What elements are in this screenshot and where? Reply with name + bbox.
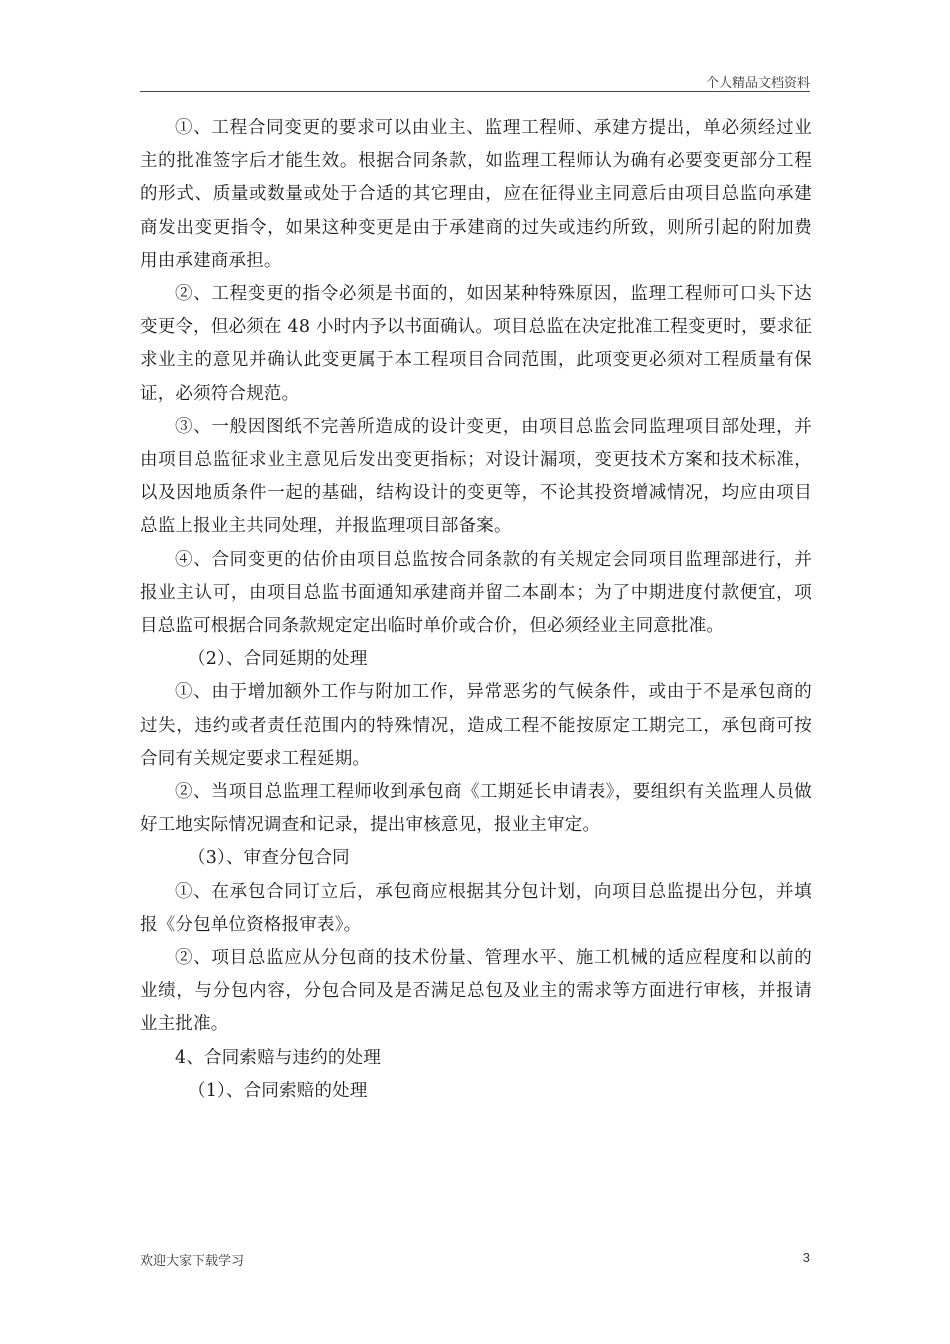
section-heading-extension: （2）、合同延期的处理: [188, 649, 368, 670]
header-divider: [140, 91, 810, 92]
section-heading-claims-handling: （1）、合同索赔的处理: [188, 1080, 368, 1101]
paragraph-subcontract-review: ②、项目总监应从分包商的技术份量、管理水平、施工机械的适应程度和以前的业绩，与分包内容，分包合同及是否满足总包及业主的需求等方面进行审核，并报请业主批准。: [140, 948, 812, 1035]
page-footer-text: 欢迎大家下载学习: [140, 1254, 245, 1269]
paragraph-valuation: ④、合同变更的估价由项目总监按合同条款的有关规定会同项目监理部进行，并报业主认可，由项目总监书面通知承建商并留二本副本；为了中期进度付款便宜，项目总监可根据合同条款规定定出临时单价或合价，但必须经业主同意批准。: [140, 549, 812, 637]
document-body: [140, 112, 812, 1108]
paragraph-extension-causes: ①、由于增加额外工作与附加工作，异常恶劣的气候条件，或由于不是承包商的过失，违约或者责任范围内的特殊情况，造成工程不能按原定工期完工，承包商可按合同有关规定要求工程延期。: [140, 682, 812, 769]
paragraph-subcontract-plan: ①、在承包合同订立后，承包商应根据其分包计划，向项目总监提出分包，并填报《分包单位资格报审表》。: [140, 881, 812, 935]
paragraph-extension-review: ②、当项目总监理工程师收到承包商《工期延长申请表》，要组织有关监理人员做好工地实际情况调查和记录，提出审核意见，报业主审定。: [140, 782, 812, 836]
section-heading-claims: 4、合同索赔与违约的处理: [175, 1047, 382, 1068]
page-number: 3: [802, 1250, 810, 1265]
paragraph-change-request: ①、工程合同变更的要求可以由业主、监理工程师、承建方提出，单必须经过业主的批准签字后才能生效。根据合同条款，如监理工程师认为确有必要变更部分工程的形式、质量或数量或处于合适的其它理由，应在征得业主同意后由项目总监向承建商发出变更指令，如果这种变更是由于承建商的过失或违约所致，则所引起的附加费用由承建商承担。: [140, 118, 812, 271]
paragraph-written-instruction: ②、工程变更的指令必须是书面的，如因某种特殊原因，监理工程师可口头下达变更令，但必须在 48 小时内予以书面确认。项目总监在决定批准工程变更时，要求征求业主的意见并确认此变更属于本工程项目合同范围，此项变更必须对工程质量有保证，必须符合规范。: [140, 284, 812, 404]
page-header: 个人精品文档资料: [705, 76, 810, 91]
section-heading-subcontract: （3）、审查分包合同: [188, 848, 350, 869]
paragraph-design-change: ③、一般因图纸不完善所造成的设计变更，由项目总监会同监理项目部处理，并由项目总监征求业主意见后发出变更指标；对设计漏项，变更技术方案和技术标准，以及因地质条件一起的基础，结构设计的变更等，不论其投资增减情况，均应由项目总监上报业主共同处理，并报监理项目部备案。: [140, 416, 812, 537]
